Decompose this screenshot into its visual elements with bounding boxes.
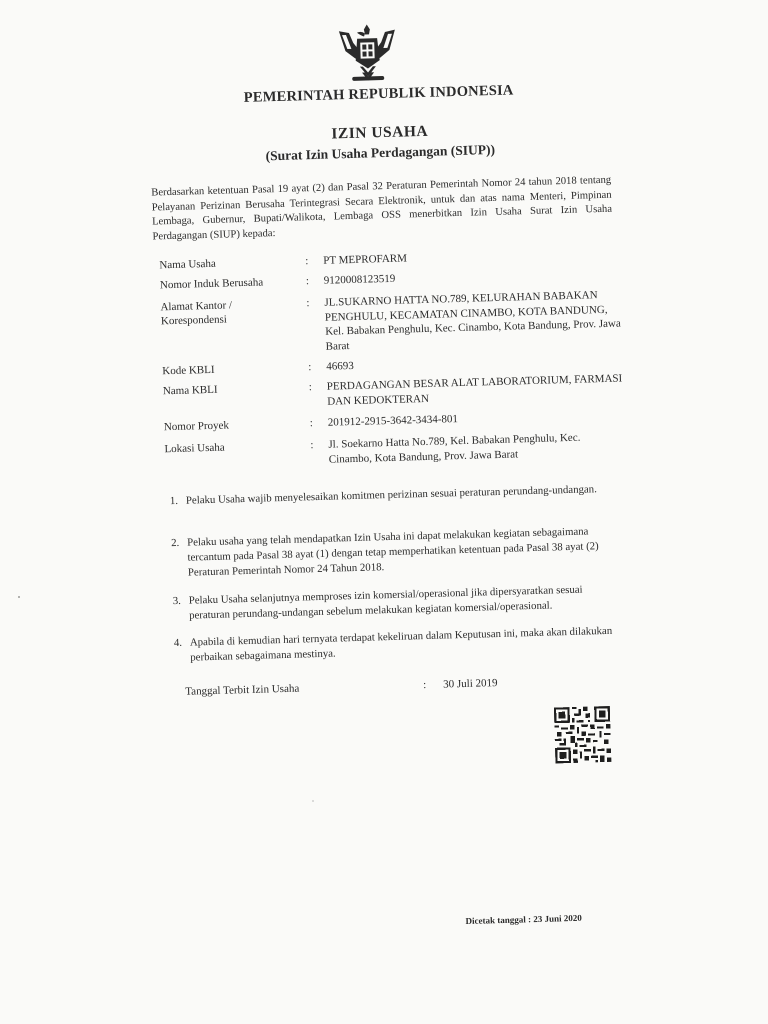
issued-date-label: Tanggal Terbit Izin Usaha (185, 682, 300, 698)
field-label-nib: Nomor Induk Berusaha (159, 276, 264, 292)
provision-number: 3. (172, 594, 182, 608)
field-label-alamat: Alamat Kantor / Korespondensi (160, 299, 233, 328)
qr-code-icon (554, 706, 612, 764)
issued-date-colon: : (423, 679, 427, 692)
scan-speck (312, 800, 314, 802)
field-value-nib: 9120008123519 (323, 272, 396, 287)
provision-text: Pelaku usaha yang telah mendapatkan Izin Usaha ini dapat melakukan kegiatan sebagaimana tercantum pada Pasal 38 ayat (1) dengan tetap memperhatikan ketentuan pada Pasal 38 ayat (2) Peraturan Pemerintah Nomor 24 Tahun 2018. (186, 525, 599, 579)
field-colon: : (305, 255, 309, 268)
provision-item (170, 524, 621, 579)
scan-speck (18, 596, 20, 598)
government-title: PEMERINTAH REPUBLIK INDONESIA (243, 82, 514, 106)
document-subtitle: (Surat Izin Usaha Perdagangan (SIUP)) (265, 141, 496, 164)
provision-number: 1. (169, 494, 179, 508)
printed-date: Dicetak tanggal : 23 Juni 2020 (465, 912, 582, 927)
provision-number: 4. (173, 636, 183, 650)
provision-text: Pelaku Usaha wajib menyelesaikan komitmen perizinan sesuai peraturan perundang-undangan. (185, 483, 597, 507)
field-label-nama-kbli: Nama KBLI (162, 383, 218, 398)
provision-item (172, 582, 623, 622)
field-value-nomor-proyek: 201912-2915-3642-3434-801 (327, 413, 459, 429)
provision-item (169, 482, 620, 508)
provision-item (173, 624, 624, 664)
field-label-nomor-proyek: Nomor Proyek (163, 419, 230, 434)
field-label-nama-usaha: Nama Usaha (159, 257, 217, 272)
provision-text: Pelaku Usaha selanjutnya memproses izin komersial/operasional jika dipersyaratkan sesuai peraturan perundang-undangan sebelum melakukan kegiatan komersial/operasional. (188, 583, 583, 622)
field-value-lokasi: Jl. Soekarno Hatta No.789, Kel. Babakan Penghulu, Kec. Cinambo, Kota Bandung, Prov. Jawa Barat (328, 431, 581, 466)
field-colon: : (306, 297, 310, 310)
field-label-kode-kbli: Kode KBLI (162, 363, 215, 378)
document-title: IZIN USAHA (331, 122, 429, 143)
document-sheet (136, 0, 644, 1024)
field-colon: : (310, 439, 314, 452)
provision-text: Apabila di kemudian hari ternyata terdapat kekeliruan dalam Keputusan ini, maka akan dilakukan perbaikan sebagaimana mestinya. (189, 624, 613, 664)
field-label-lokasi: Lokasi Usaha (164, 441, 225, 456)
intro-paragraph: Berdasarkan ketentuan Pasal 19 ayat (2) dan Pasal 32 Peraturan Pemerintah Nomor 24 tahun 2018 tentang Pelayanan Perizinan Berusaha Terintegrasi Secara Elektronik, untuk dan atas nama Menteri, Pimpinan Lembaga, Gubernur, Bupati/Walikota, Lembaga OSS menerbitkan Izin Usaha Surat Izin Usaha Perdagangan (SIUP) kepada: (151, 174, 613, 243)
field-colon: : (308, 381, 313, 394)
provision-number: 2. (170, 536, 180, 550)
field-colon: : (308, 361, 312, 374)
field-value-kode-kbli: 46693 (326, 359, 354, 373)
field-colon: : (305, 275, 310, 288)
field-colon: : (309, 417, 314, 430)
garuda-emblem-icon (337, 20, 399, 84)
field-value-nama-kbli: PERDAGANGAN BESAR ALAT LABORATORIUM, FARMASI DAN KEDOKTERAN (326, 372, 623, 408)
field-value-alamat: JL.SUKARNO HATTA NO.789, KELURAHAN BABAKAN PENGHULU, KECAMATAN CINAMBO, KOTA BANDUNG, Kel. Babakan Penghulu, Kec. Cinambo, Kota Bandung, Prov. Jawa Barat (324, 289, 621, 353)
issued-date-value: 30 Juli 2019 (443, 677, 498, 691)
field-value-nama-usaha: PT MEPROFARM (323, 252, 408, 267)
